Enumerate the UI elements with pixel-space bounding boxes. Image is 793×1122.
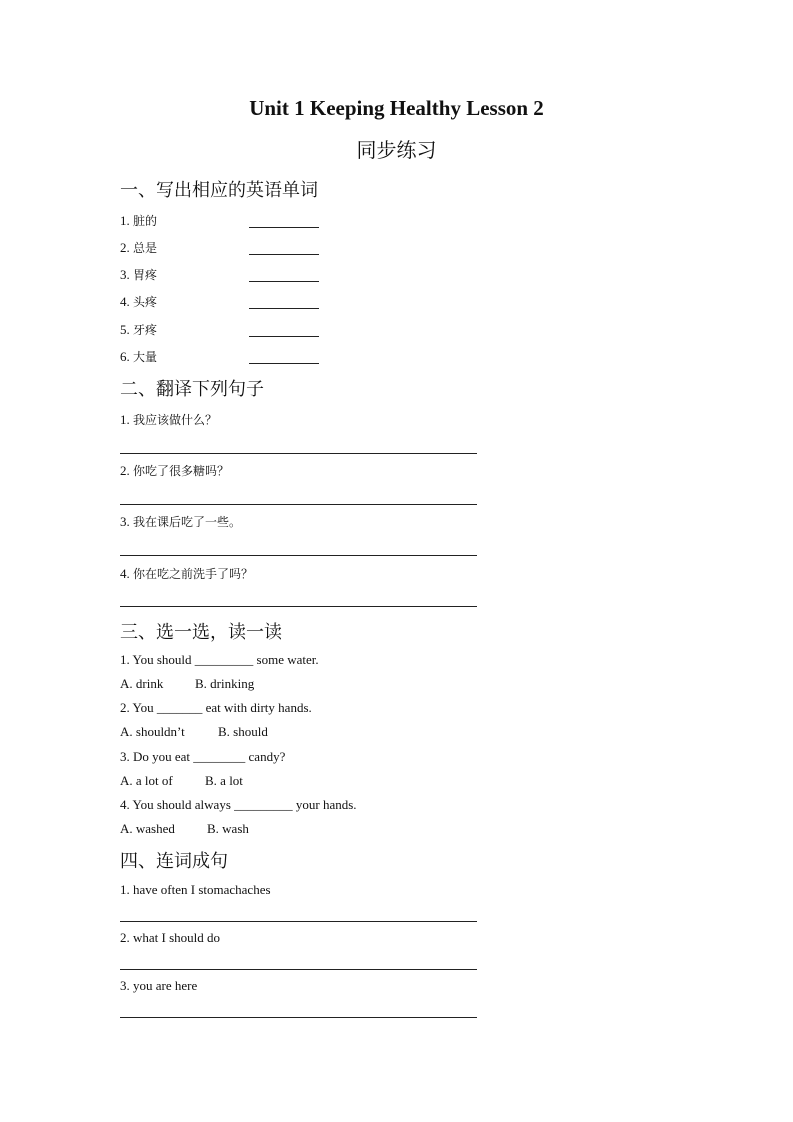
answer-line[interactable] [120, 969, 477, 970]
item-number: 2. [120, 463, 130, 478]
vocab-item [120, 212, 157, 229]
answer-line[interactable] [120, 555, 477, 556]
answer-line[interactable] [120, 453, 477, 454]
sentence-text: 你在吃之前洗手了吗？ [133, 567, 254, 581]
vocab-word: 牙疼 [133, 323, 158, 337]
option-a[interactable]: A. a lot of [120, 773, 173, 788]
sentence-text: 你吃了很多糖吗？ [133, 464, 230, 478]
option-a[interactable]: A. shouldn’t [120, 724, 185, 739]
translation-item [120, 565, 253, 582]
question-text: 4. You should always _________ your hands. [120, 797, 357, 812]
option-b[interactable]: B. drinking [195, 676, 255, 691]
page-subtitle: 同步练习 [356, 138, 437, 162]
question-text: 2. You _______ eat with dirty hands. [120, 700, 312, 715]
item-number: 6. [120, 349, 130, 364]
vocab-item [120, 348, 157, 365]
vocab-item [120, 293, 157, 310]
translation-item [120, 411, 217, 428]
section-3-heading: 三、选一选，读一读 [120, 622, 282, 643]
vocab-word: 脏的 [133, 214, 158, 228]
question-text: 1. You should _________ some water. [120, 652, 319, 667]
item-number: 3. [120, 514, 130, 529]
page-title: Unit 1 Keeping Healthy Lesson 2 [249, 96, 544, 120]
answer-blank[interactable] [249, 254, 319, 255]
word-order-item: 1. have often I stomachaches [120, 882, 271, 897]
vocab-item [120, 266, 157, 283]
item-number: 2. [120, 240, 130, 255]
answer-line[interactable] [120, 1017, 477, 1018]
sentence-text: 我在课后吃了一些。 [133, 515, 242, 529]
question-text: 3. Do you eat ________ candy? [120, 749, 286, 764]
section-2-heading: 二、翻译下列句子 [120, 379, 264, 400]
vocab-word: 大量 [133, 350, 158, 364]
section-4-heading: 四、连词成句 [120, 851, 228, 872]
option-a[interactable]: A. washed [120, 821, 175, 836]
word-order-item: 3. you are here [120, 978, 198, 993]
option-b[interactable]: B. should [218, 724, 268, 739]
item-number: 5. [120, 322, 130, 337]
vocab-item [120, 239, 157, 256]
vocab-word: 胃疼 [133, 268, 158, 282]
item-number: 1. [120, 213, 130, 228]
item-number: 4. [120, 294, 130, 309]
item-number: 1. [120, 412, 130, 427]
section-1-heading: 一、写出相应的英语单词 [120, 180, 318, 201]
answer-line[interactable] [120, 606, 477, 607]
option-b[interactable]: B. a lot [205, 773, 243, 788]
answer-blank[interactable] [249, 227, 319, 228]
vocab-word: 头疼 [133, 295, 158, 309]
sentence-text: 我应该做什么？ [133, 413, 218, 427]
translation-item [120, 462, 229, 479]
answer-blank[interactable] [249, 308, 319, 309]
answer-blank[interactable] [249, 281, 319, 282]
vocab-item [120, 321, 157, 338]
item-number: 4. [120, 566, 130, 581]
vocab-word: 总是 [133, 241, 158, 255]
answer-blank[interactable] [249, 363, 319, 364]
translation-item [120, 513, 241, 530]
word-order-item: 2. what I should do [120, 930, 221, 945]
option-b[interactable]: B. wash [207, 821, 249, 836]
answer-blank[interactable] [249, 336, 319, 337]
option-a[interactable]: A. drink [120, 676, 164, 691]
answer-line[interactable] [120, 504, 477, 505]
item-number: 3. [120, 267, 130, 282]
answer-line[interactable] [120, 921, 477, 922]
